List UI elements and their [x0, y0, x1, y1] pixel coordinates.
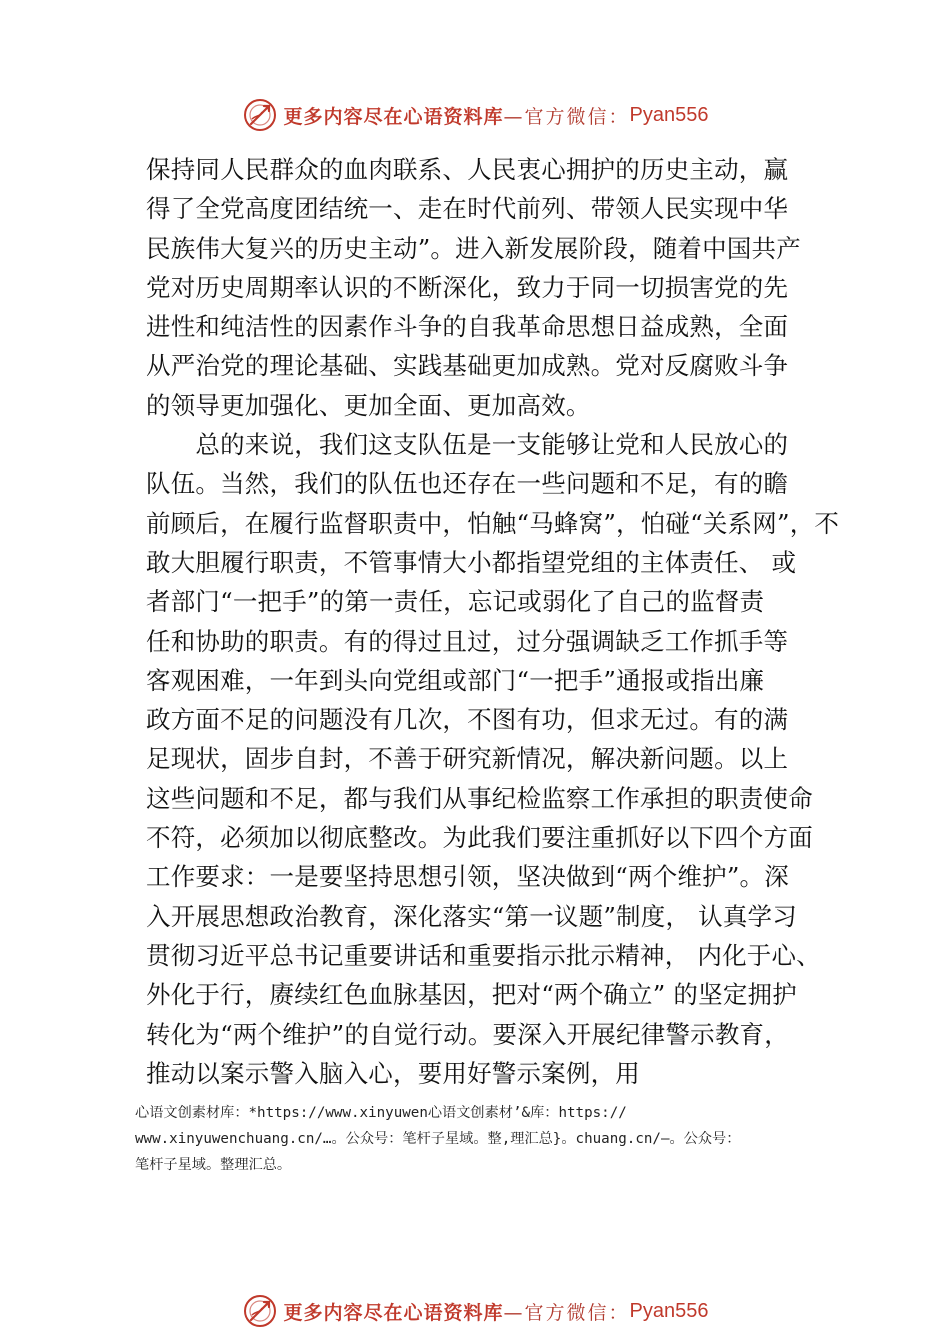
body-line: 这些问题和不足，都与我们从事纪检监察工作承担的职责使命 [146, 783, 813, 813]
body-line: 的领导更加强化、更加全面、更加高效。 [146, 390, 591, 420]
banner-wechat-label: —官方微信： [503, 1301, 630, 1324]
body-line: 足现状，固步自封，不善于研究新情况，解决新问题。以上 [146, 744, 789, 774]
body-line: 外化于行，赓续红色血脉基因，把对“两个确立” 的坚定拥护 [146, 980, 797, 1010]
banner-wechat-id: Pyan556 [629, 1299, 709, 1322]
body-line: 任和协助的职责。有的得过且过，过分强调缺乏工作抓手等 [146, 626, 789, 656]
body-line: 者部门“一把手”的第一责任，忘记或弱化了自己的监督责 [146, 587, 765, 617]
body-line: 敢大胆履行职责，不管事情大小都指望党组的主体责任、 或 [146, 547, 797, 577]
banner-wechat-label: —官方微信： [503, 105, 630, 128]
body-line: 政方面不足的问题没有几次，不图有功，但求无过。有的满 [146, 705, 789, 735]
footer-banner [0, 1291, 950, 1331]
footnote-line: 笔杆子星域。整理汇总。 [135, 1157, 292, 1173]
source-footnote [135, 1100, 835, 1178]
body-line: 党对历史周期率认识的不断深化，致力于同一切损害党的先 [146, 272, 789, 302]
header-banner [0, 95, 950, 135]
document-body [146, 150, 840, 1093]
footnote-line: www.xinyuwenchuang.cn/…。公众号：笔杆子星域。整,理汇总}。chuang.cn/—。公众号： [135, 1131, 741, 1147]
body-line: 入开展思想政治教育，深化落实“第一议题”制度， 认真学习 [146, 901, 797, 931]
body-line: 不符，必须加以彻底整改。为此我们要注重抓好以下四个方面 [146, 823, 813, 853]
body-line: 转化为“两个维护”的自觉行动。要深入开展纪律警示教育， [146, 1019, 789, 1049]
brand-logo-icon [242, 1293, 278, 1329]
banner-brand-text: 更多内容尽在心语资料库 [283, 1301, 504, 1324]
banner-brand-text: 更多内容尽在心语资料库 [283, 105, 504, 128]
body-line: 贯彻习近平总书记重要讲话和重要指示批示精神， 内化于心、 [146, 940, 821, 970]
body-line: 从严治党的理论基础、实践基础更加成熟。党对反腐败斗争 [146, 351, 789, 381]
body-line: 保持同人民群众的血肉联系、人民衷心拥护的历史主动，赢 [146, 155, 789, 184]
body-line: 进性和纯洁性的因素作斗争的自我革命思想日益成熟，全面 [146, 312, 789, 342]
banner-wechat-id: Pyan556 [629, 103, 709, 126]
body-line: 客观困难，一年到头向党组或部门“一把手”通报或指出廉 [146, 665, 765, 695]
footnote-line: 心语文创素材库：*https://www.xinyuwen心语文创素材’&库：https:// [135, 1105, 627, 1121]
body-line: 推动以案示警入脑入心，要用好警示案例，用 [146, 1058, 640, 1088]
body-line: 队伍。当然，我们的队伍也还存在一些问题和不足，有的瞻 [146, 469, 789, 499]
body-line: 前顾后，在履行监督职责中，怕触“马蜂窝”，怕碰“关系网”，不 [146, 508, 840, 538]
body-line: 工作要求：一是要坚持思想引领，坚决做到“两个维护”。深 [146, 862, 789, 892]
body-line: 总的来说，我们这支队伍是一支能够让党和人民放心的 [146, 430, 789, 460]
body-line: 得了全党高度团结统一、走在时代前列、带领人民实现中华 [146, 194, 789, 224]
brand-logo-icon [242, 97, 278, 133]
body-line: 民族伟大复兴的历史主动”。进入新发展阶段，随着中国共产 [146, 233, 801, 263]
